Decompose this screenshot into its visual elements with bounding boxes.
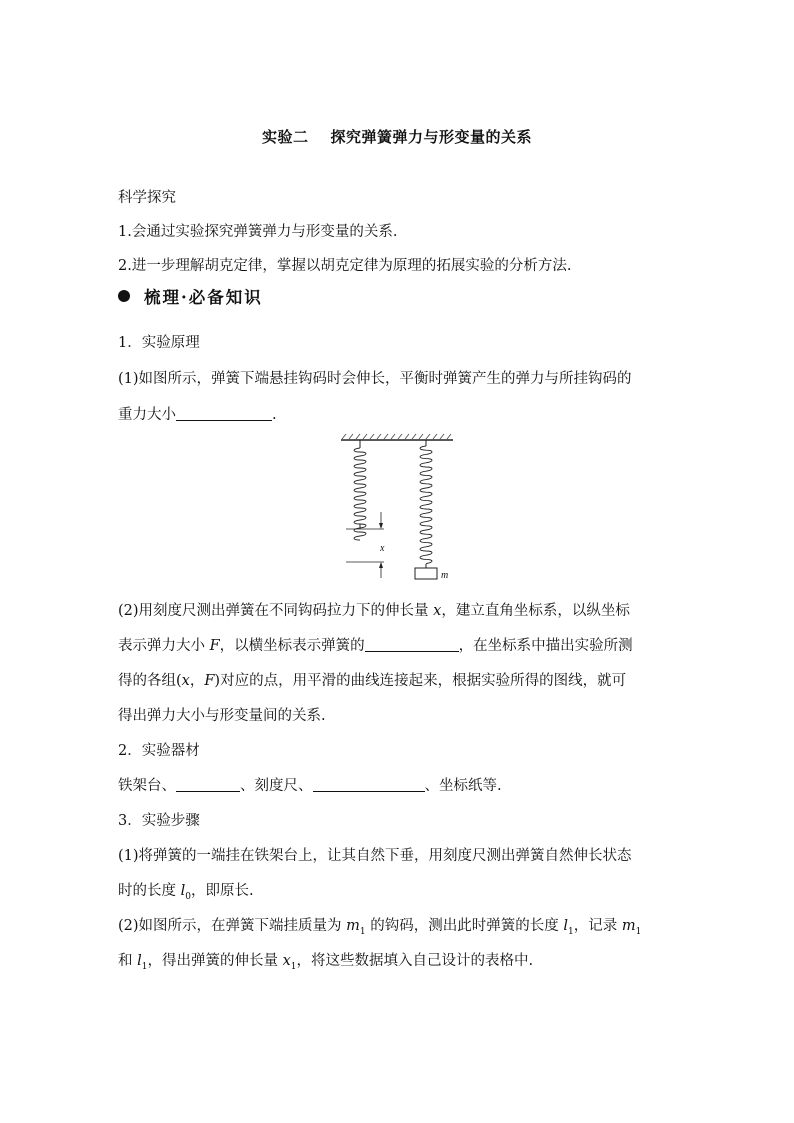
blank-equipment-1[interactable] <box>176 777 240 792</box>
spring-figure <box>336 432 460 580</box>
section-label: 梳理·必备知识 <box>144 288 263 307</box>
principle-heading: 1．实验原理 <box>118 335 200 351</box>
spring-natural <box>354 440 366 540</box>
m-label: m <box>441 570 449 580</box>
steps-s1-line1: (1)将弹簧的一端挂在铁架台上，让其自然下垂，用刻度尺测出弹簧自然伸长状态 <box>118 848 632 864</box>
hook-weight <box>415 568 437 579</box>
steps-s2-line2: 和 $l_1$，得出弹簧的伸长量 $x_1$，将这些数据填入自己设计的表格中. <box>118 953 534 972</box>
intro-heading: 科学探究 <box>118 190 176 206</box>
steps-heading: 3．实验步骤 <box>118 813 200 829</box>
steps-s1-line2: 时的长度 $l_0$，即原长. <box>118 883 254 902</box>
principle-p2-line1: (2)用刻度尺测出弹簧在不同钩码拉力下的伸长量 x，建立直角坐标系，以纵坐标 <box>118 603 630 619</box>
title-part1: 实验二 <box>261 128 309 146</box>
equipment-heading: 2．实验器材 <box>118 743 200 759</box>
principle-p2-line4: 得出弹力大小与形变量间的关系. <box>118 708 326 724</box>
principle-p2-line3: 得的各组(x，F)对应的点，用平滑的曲线连接起来，根据实验所得的图线，就可 <box>118 673 627 689</box>
steps-s2-line1: (2)如图所示，在弹簧下端挂质量为 $m_1$ 的钩码，测出此时弹簧的长度 $l_1$，记录 $m_1$ <box>118 918 642 937</box>
title-part2: 探究弹簧弹力与形变量的关系 <box>330 128 533 146</box>
blank-equipment-2[interactable] <box>313 777 425 792</box>
intro-item-2: 2.进一步理解胡克定律，掌握以胡克定律为原理的拓展实验的分析方法. <box>118 258 572 274</box>
principle-p2-line2: 表示弹力大小 F，以横坐标表示弹簧的 ，在坐标系中描出实验所测 <box>118 638 633 654</box>
spring-stretched <box>420 440 432 568</box>
bullet-dot-icon <box>118 290 130 302</box>
ceiling-hatch <box>342 434 451 439</box>
equipment-list: 铁架台、 、刻度尺、 、坐标纸等. <box>118 778 502 794</box>
page-title <box>0 126 794 147</box>
principle-p1-line1: (1)如图所示，弹簧下端悬挂钩码时会伸长，平衡时弹簧产生的弹力与所挂钩码的 <box>118 371 632 387</box>
intro-item-1: 1.会通过实验探究弹簧弹力与形变量的关系. <box>118 224 398 240</box>
blank-deformation[interactable] <box>365 637 459 652</box>
x-label: x <box>380 543 385 554</box>
blank-gravity-relation[interactable] <box>176 406 272 421</box>
section-heading <box>118 284 263 308</box>
principle-p1-line2: 重力大小 . <box>118 407 277 423</box>
